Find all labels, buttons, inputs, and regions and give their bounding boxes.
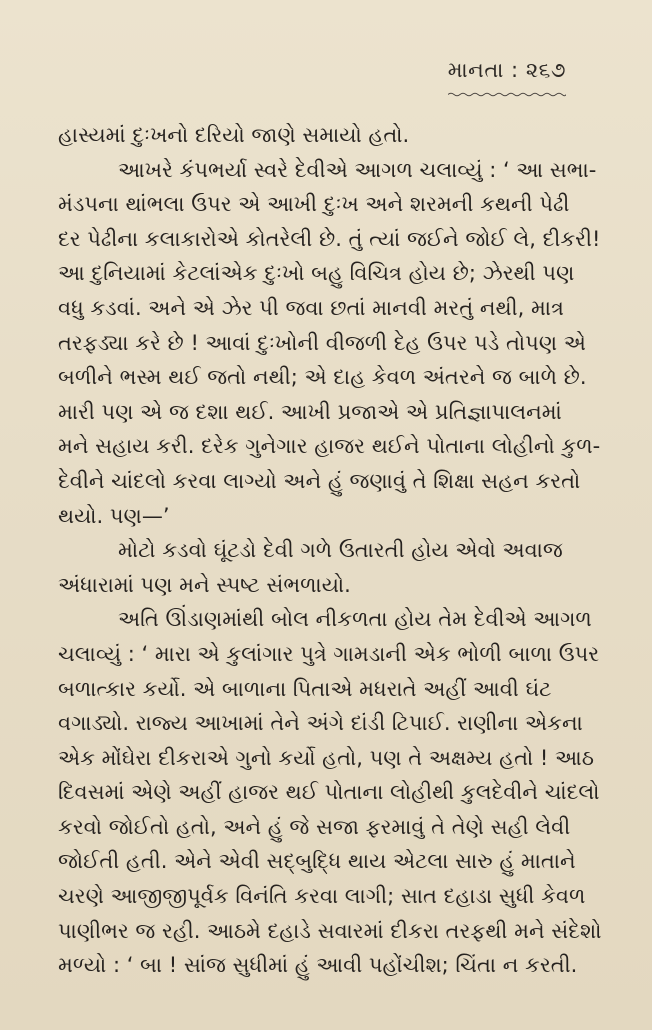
text-line: હાસ્યમાં દુઃખનો દરિયો જાણે સમાયો હતો. [58,123,410,147]
text-line: દિવસમાં એણે અહીં હાજર થઈ પોતાના લોહીથી કુલદેવીને ચાંદલો [58,780,600,805]
running-head: માનતા : ૨૬૭ [447,58,566,82]
text-line: કરવો જોઈતો હતો, અને હું જે સજા ફરમાવું તે તેણે સહી લેવી [58,814,571,839]
text-line: મળ્યો : ‘ બા ! સાંજ સુધીમાં હું આવી પહોંચીશ; ચિંતા ન કરતી. [58,953,578,978]
text-line: તરફડ્યા કરે છે ! આવાં દુઃખોની વીજળી દેહ ઉપર પડે તોપણ એ [58,330,586,355]
text-line: એક મોંઘેરા દીકરાએ ગુનો કર્યો હતો, પણ તે અક્ષમ્ય હતો ! આઠ [58,745,594,770]
text-line: ચરણે આજીજીપૂર્વક વિનંતિ કરવા લાગી; સાત દહાડા સુધી કેવળ [58,884,586,909]
text-line: મને સહાય કરી. દરેક ગુનેગાર હાજર થઈને પોતાના લોહીનો કુળ- [58,434,601,459]
text-line: બળીને ભસ્મ થઈ જતો નથી; એ દાહ કેવળ અંતરને જ બાળે છે. [58,365,587,390]
text-line: પાણીભર જ રહી. આઠમે દહાડે સવારમાં દીકરા તરફથી મને સંદેશો [58,918,602,943]
page-body [58,118,618,983]
paragraph [58,533,618,602]
text-line: આ દુનિયામાં કેટલાંએક દુઃખો બહુ વિચિત્ર હોય છે; ઝેરથી પણ [58,261,575,286]
text-line: વગાડ્યો. રાજ્ય આખામાં તેને અંગે દાંડી ટિપાઈ. રાણીના એકના [58,711,583,736]
paragraph [58,118,618,153]
paragraph [58,153,618,534]
text-line: મંડપના થાંભલા ઉપર એ આખી દુઃખ અને શરમની કથની પેઢી [58,192,570,217]
text-line: અતિ ઊંડાણમાંથી બોલ નીકળતા હોય તેમ દેવીએ આગળ [118,607,592,632]
text-line: થયો. પણ—’ [58,503,170,528]
text-line: ચલાવ્યું : ‘ મારા એ કુલાંગાર પુત્રે ગામડાની એક ભોળી બાળા ઉપર [58,641,600,666]
text-line: દર પેઢીના કલાકારોએ કોતરેલી છે. તું ત્યાં જઈને જોઈ લે, દીકરી! [58,226,601,251]
paragraph [58,602,618,983]
text-line: દેવીને ચાંદલો કરવા લાગ્યો અને હું જણાવું તે શિક્ષા સહન કરતો [58,468,581,493]
text-line: જોઈતી હતી. એને એવી સદ્બુદ્ધિ થાય એટલા સારુ હું માતાને [58,849,576,874]
text-line: મોટો કડવો ઘૂંટડો દેવી ગળે ઉતારતી હોય એવો અવાજ [118,538,563,563]
text-line: મારી પણ એ જ દશા થઈ. આખી પ્રજાએ એ પ્રતિજ્ઞાપાલનમાં [58,399,562,424]
text-line: આખરે કંપભર્યા સ્વરે દેવીએ આગળ ચલાવ્યું : ‘ આ સભા- [118,157,597,182]
text-line: બળાત્કાર કર્યો. એ બાળાના પિતાએ મધરાતે અહીં આવી ઘંટ [58,676,552,701]
text-line: અંધારામાં પણ મને સ્પષ્ટ સંભળાયો. [58,572,351,597]
page-header [366,58,566,83]
text-line: વધુ કડવાં. અને એ ઝેર પી જવા છતાં માનવી મરતું નથી, માત્ર [58,295,564,320]
header-wavy-rule [448,92,566,97]
